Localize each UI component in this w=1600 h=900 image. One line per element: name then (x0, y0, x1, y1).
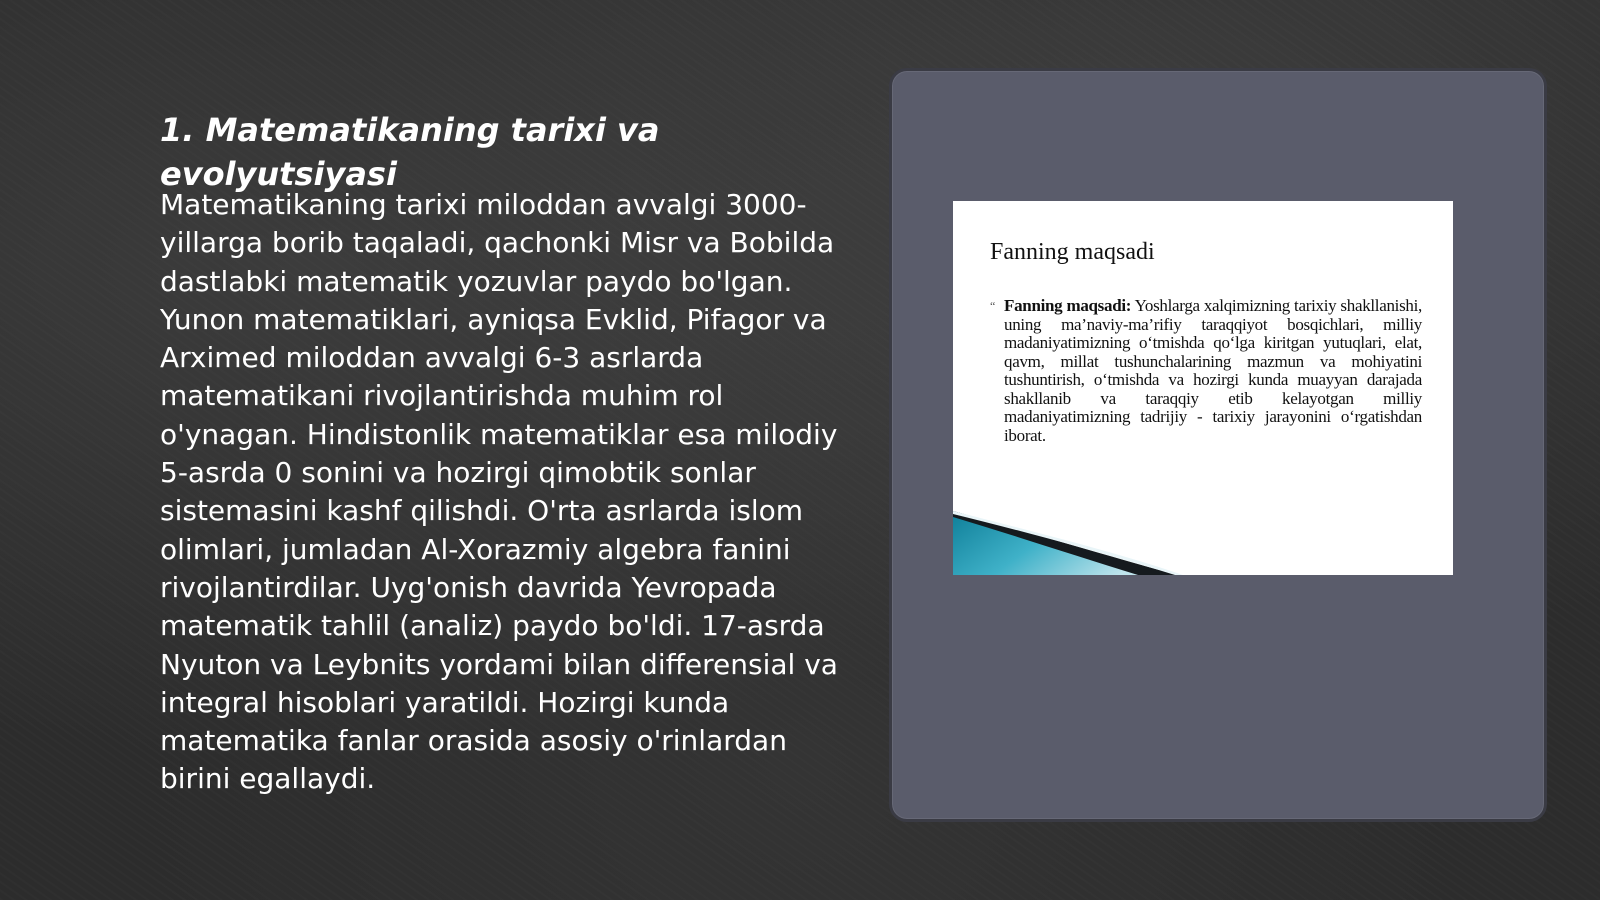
embedded-slide-title: Fanning maqsadi (990, 239, 1155, 265)
bullet-paragraph (1004, 297, 1422, 445)
image-panel (889, 68, 1547, 822)
bullet-lead: Fanning maqsadi: (1004, 296, 1132, 315)
decorative-swoosh (953, 511, 1453, 575)
embedded-slide-bullet (990, 297, 1422, 445)
bullet-mark-icon: “ (990, 299, 996, 313)
bullet-text: Yoshlarga xalqimizning tarixiy shakllanishi, uning ma’naviy-ma’rifiy taraqqiyot bosqichlari, milliy madaniyatimizning o‘tmishda qo‘lga kiritgan yutuqlari, elat, qavm, millat tushunchalarining mazmun va mohiyatini tushuntirish, o‘tmishda va hozirgi kunda muayyan darajada shakllanib va taraqqiy etib kelayotgan milliy madaniyatimizning tadrijiy - tarixiy jarayonini o‘rgatishdan iborat. (1004, 296, 1422, 445)
slide-title: 1. Matematikaning tarixi va evolyutsiyasi (160, 111, 660, 193)
embedded-slide-image (953, 201, 1453, 575)
slide-body-text: Matematikaning tarixi miloddan avvalgi 3000-yillarga borib taqaladi, qachonki Misr va Bobilda dastlabki matematik yozuvlar paydo bo'lgan. Yunon matematiklari, ayniqsa Evklid, Pifagor va Arximed miloddan avvalgi 6-3 asrlarda matematikani rivojlantirishda muhim rol o'ynagan. Hindistonlik matematiklar esa milodiy 5-asrda 0 sonini va hozirgi qimobtik sonlar sistemasini kashf qilishdi. O'rta asrlarda islom olimlari, jumladan Al-Xorazmiy algebra fanini rivojlantirdilar. Uyg'onish davrida Yevropada matematik tahlil (analiz) paydo bo'ldi. 17-asrda Nyuton va Leybnits yordami bilan differensial va integral hisoblari yaratildi. Hozirgi kunda matematika fanlar orasida asosiy o'rinlardan birini egallaydi. (160, 188, 838, 796)
